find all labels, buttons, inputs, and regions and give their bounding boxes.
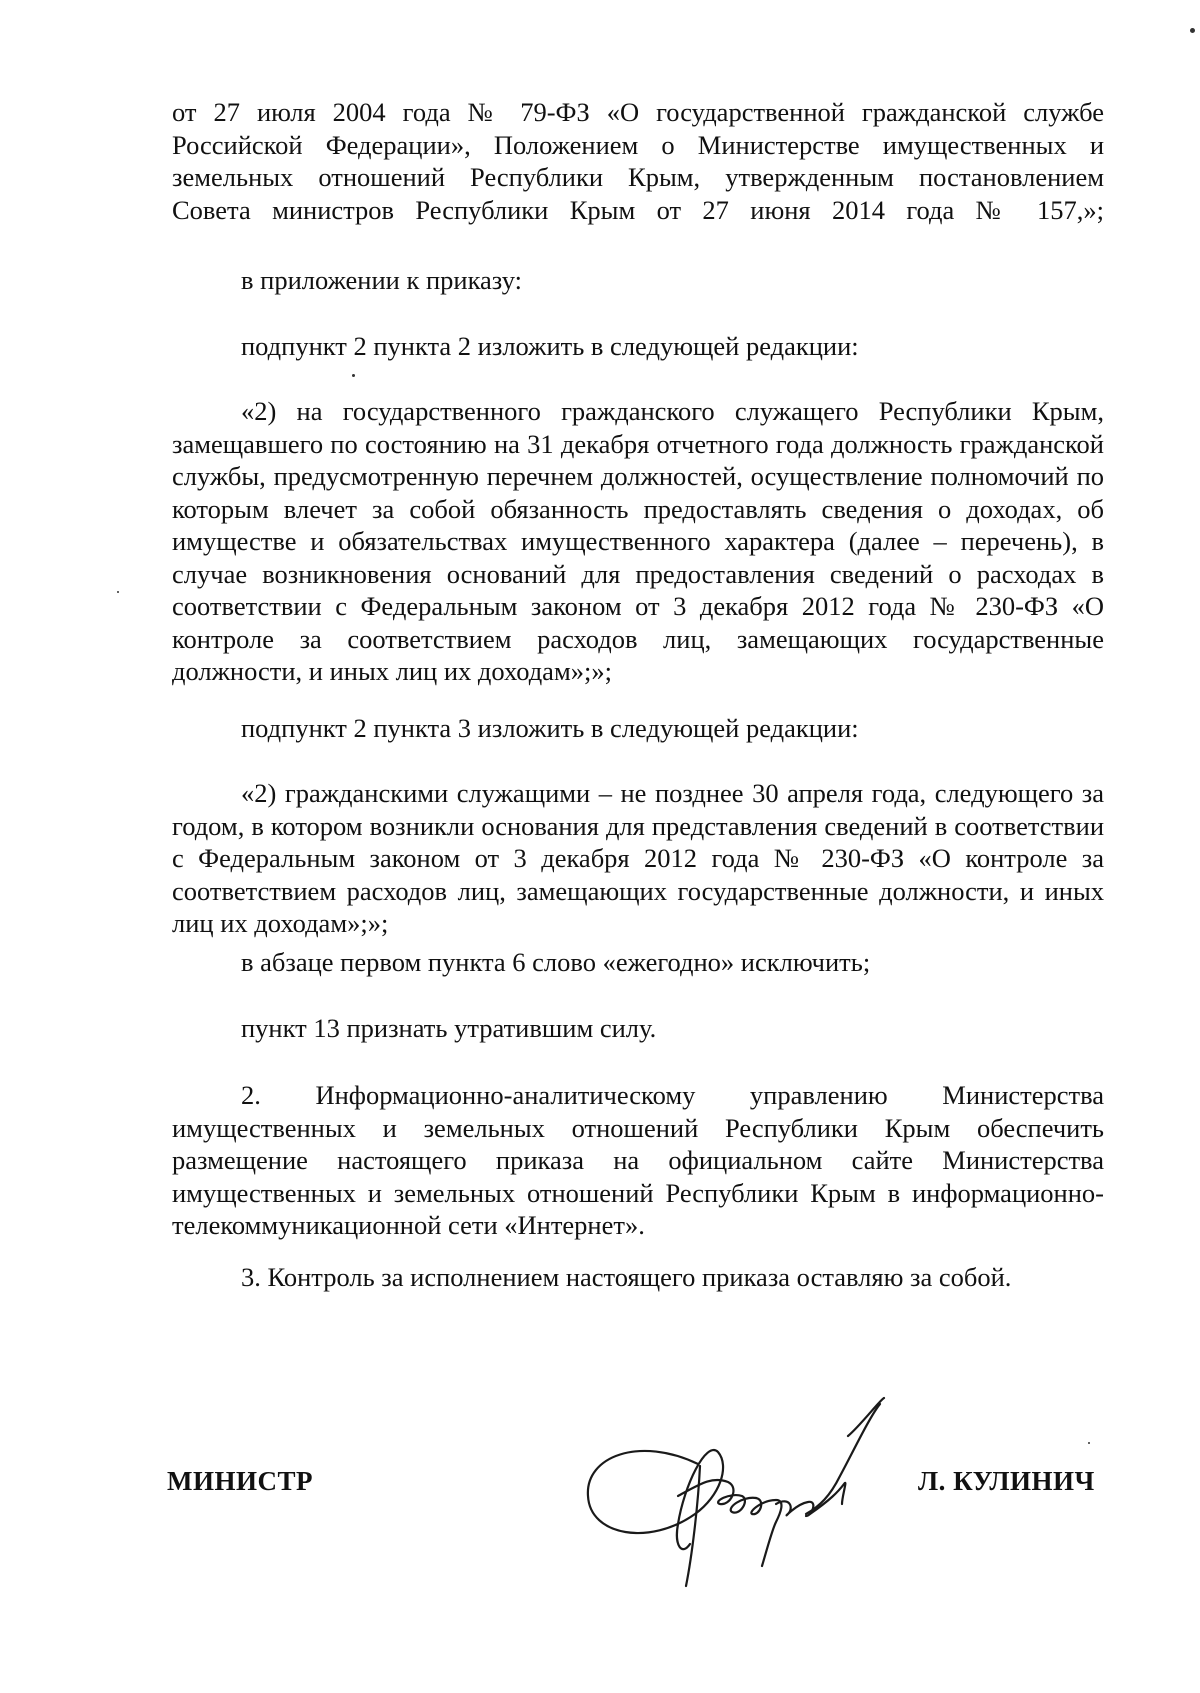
intro-line-3: земельных отношений Республики Крым, утвержденным постановлением bbox=[172, 162, 1104, 192]
paragraph-item-3: 3. Контроль за исполнением настоящего приказа оставляю за собой. bbox=[241, 1262, 1012, 1292]
scan-speck bbox=[352, 374, 355, 377]
paragraph-subpoint-2-point-3: подпункт 2 пункта 3 изложить в следующей редакции: bbox=[241, 713, 859, 743]
paragraph-item-2: 2. Информационно-аналитическому управлению Министерства имущественных и земельных отношений Республики Крым обеспечить размещение настоящего приказа на официальном сайте Министерства имущественных и земельных отношений Республики Крым в информационно-телекоммуникационной сети «Интернет». bbox=[172, 1080, 1104, 1240]
paragraph-quote-2: «2) гражданскими служащими – не позднее 30 апреля года, следующего за годом, в котором возникли основания для представления сведений в соответствии с Федеральным законом от 3 декабря 2012 года № 230-ФЗ «О контроле за соответствием расходов лиц, замещающих государственные должности, и иных лиц их доходам»;»; bbox=[172, 778, 1104, 938]
intro-line-2: Российской Федерации», Положением о Министерстве имущественных и bbox=[172, 129, 1104, 160]
paragraph-appendix: в приложении к приказу: bbox=[241, 265, 522, 295]
paragraph-point-6: в абзаце первом пункта 6 слово «ежегодно» исключить; bbox=[241, 947, 871, 977]
signatory-title: МИНИСТР bbox=[167, 1466, 313, 1496]
signatory-name: Л. КУЛИНИЧ bbox=[918, 1466, 1095, 1496]
handwritten-signature bbox=[580, 1396, 910, 1596]
signature-block bbox=[0, 1396, 1200, 1596]
paragraph-subpoint-2-point-2: подпункт 2 пункта 2 изложить в следующей редакции: bbox=[241, 331, 859, 361]
scan-speck bbox=[1088, 1442, 1090, 1444]
paragraph-intro bbox=[172, 96, 1104, 226]
paragraph-quote-1: «2) на государственного гражданского служащего Республики Крым, замещавшего по состоянию на 31 декабря отчетного года должность гражданской службы, предусмотренную перечнем должностей, осуществление полномочий по которым влечет за собой обязанность предоставлять сведения о доходах, об имуществе и обязательствах имущественного характера (далее – перечень), в случае возникновения оснований для предоставления сведений о расходах в соответствии с Федеральным законом от 3 декабря 2012 года № 230-ФЗ «О контроле за соответствием расходов лиц, замещающих государственные должности, и иных лиц их доходам»;»; bbox=[172, 396, 1104, 686]
intro-line-4: Совета министров Республики Крым от 27 июня 2014 года № 157,»; bbox=[172, 194, 1104, 225]
scan-speck bbox=[1190, 28, 1195, 33]
paragraph-point-13: пункт 13 признать утратившим силу. bbox=[241, 1013, 657, 1043]
intro-line-1: от 27 июля 2004 года № 79-ФЗ «О государственной гражданской службе bbox=[172, 97, 1104, 127]
scan-speck bbox=[117, 591, 119, 593]
